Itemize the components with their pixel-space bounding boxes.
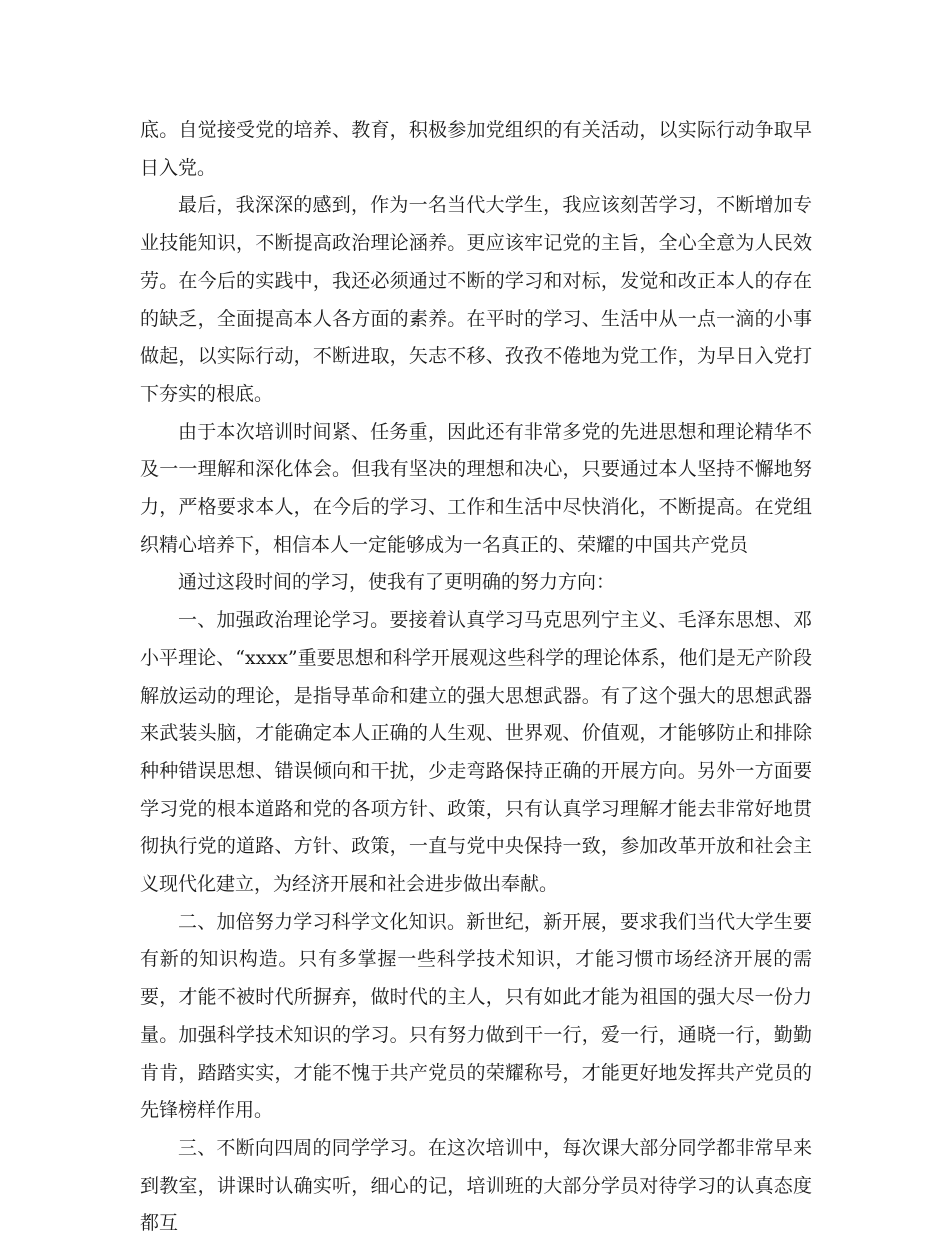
paragraph-1: 底。自觉接受党的培养、教育，积极参加党组织的有关活动，以实际行动争取早日入党。 bbox=[140, 119, 812, 179]
paragraph-5: 一、加强政治理论学习。要接着认真学习马克思列宁主义、毛泽东思想、邓小平理论、“xxxx”重要思想和科学开展观这些科学的理论体系，他们是无产阶段解放运动的理论，是指导革命和建立的强大思想武器。有了这个强大的思想武器来武装头脑，才能确定本人正确的人生观、世界观、价值观，才能够防止和排除种种错误思想、错误倾向和干扰，少走弯路保持正确的开展方向。另外一方面要学习党的根本道路和党的各项方针、政策，只有认真学习理解才能去非常好地贯彻执行党的道路、方针、政策，一直与党中央保持一致，参加改革开放和社会主义现代化建立，为经济开展和社会进步做出奉献。 bbox=[140, 609, 812, 896]
paragraph-7: 三、不断向四周的同学学习。在这次培训中，每次课大部分同学都非常早来到教室，讲课时认确实听，细心的记，培训班的大部分学员对待学习的认真态度都互 bbox=[140, 1136, 812, 1235]
paragraph-6: 二、加倍努力学习科学文化知识。新世纪，新开展，要求我们当代大学生要有新的知识构造。只有多掌握一些科学技术知识，才能习惯市场经济开展的需要，才能不被时代所摒弃，做时代的主人，只有如此才能为祖国的强大尽一份力量。加强科学技术知识的学习。只有努力做到干一行，爱一行，通晓一行，勤勤肯肯，踏踏实实，才能不愧于共产党员的荣耀称号，才能更好地发挥共产党员的先锋榜样作用。 bbox=[140, 910, 812, 1122]
paragraph-2: 最后，我深深的感到，作为一名当代大学生，我应该刻苦学习，不断增加专业技能知识，不断提高政治理论涵养。更应该牢记党的主旨，全心全意为人民效劳。在今后的实践中，我还必须通过不断的学习和对标，发觉和改正本人的存在的缺乏，全面提高本人各方面的素养。在平时的学习、生活中从一点一滴的小事做起，以实际行动，不断进取，矢志不移、孜孜不倦地为党工作，为早日入党打下夯实的根底。 bbox=[140, 194, 812, 405]
paragraph-4: 通过这段时间的学习，使我有了更明确的努力方向： bbox=[178, 571, 616, 594]
paragraph-3: 由于本次培训时间紧、任务重，因此还有非常多党的先进思想和理论精华不及一一理解和深化体会。但我有坚决的理想和决心，只要通过本人坚持不懈地努力，严格要求本人，在今后的学习、工作和生活中尽快消化，不断提高。在党组织精心培养下，相信本人一定能够成为一名真正的、荣耀的中国共产党员 bbox=[140, 420, 812, 556]
document-body bbox=[140, 112, 812, 1243]
